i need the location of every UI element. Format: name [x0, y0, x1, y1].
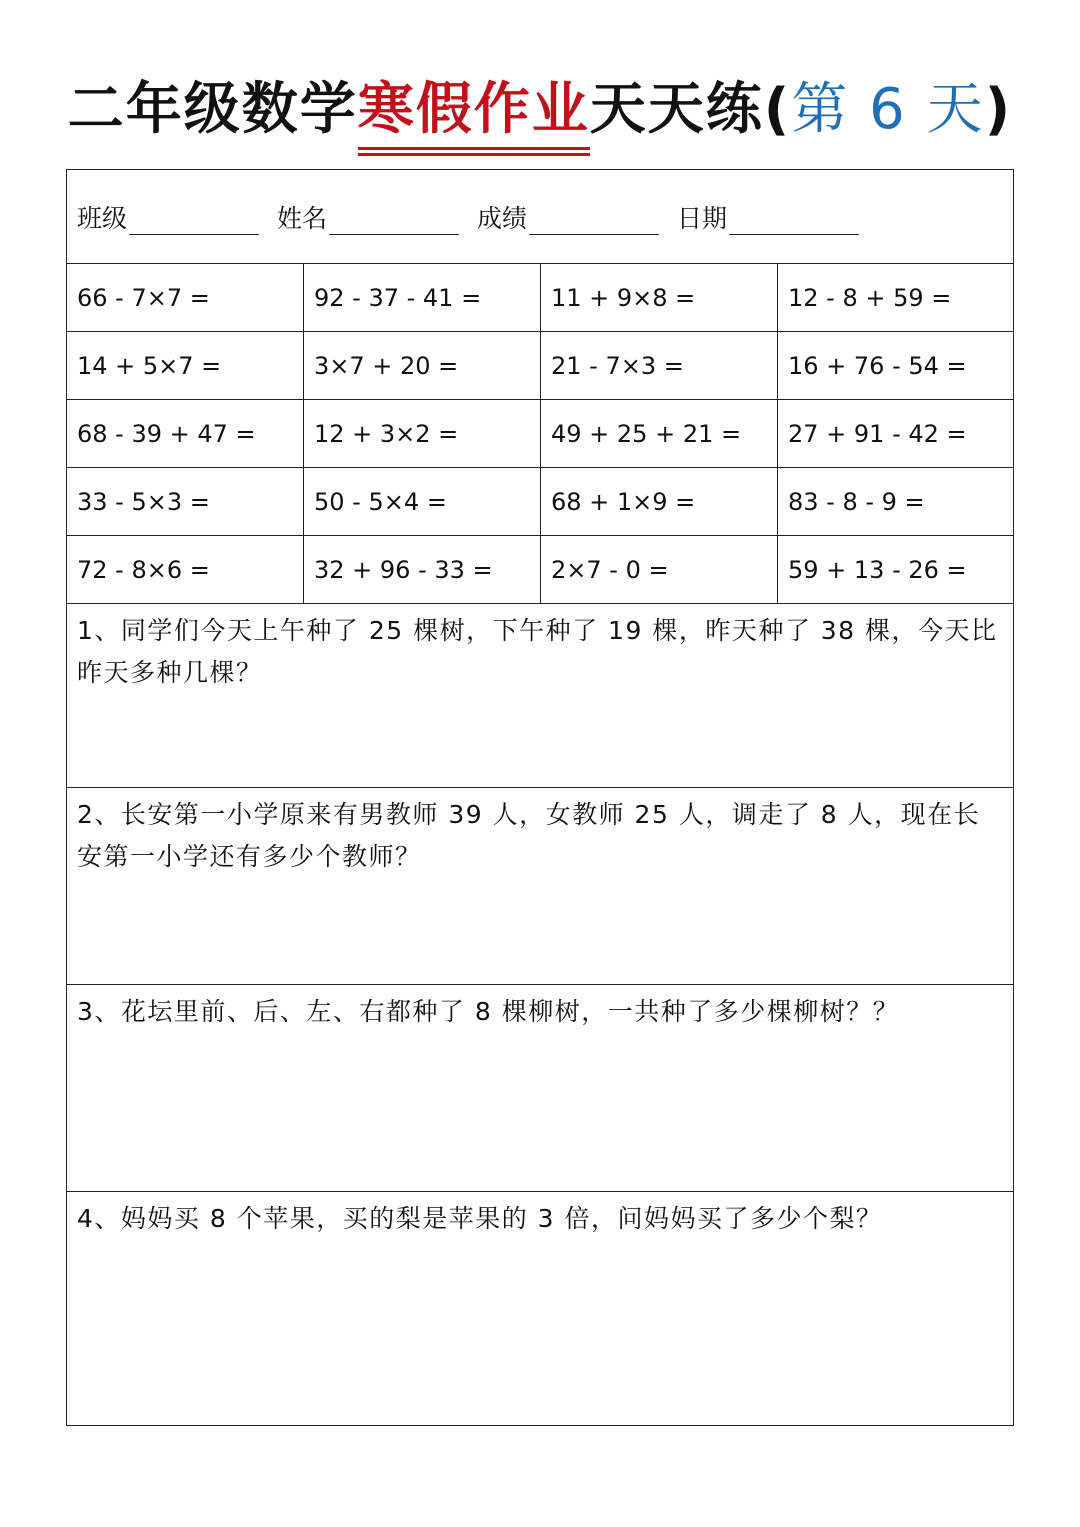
word-problem-3: 3、花坛里前、后、左、右都种了 8 棵柳树，一共种了多少棵柳树？？: [67, 985, 1013, 1192]
name-field: [277, 199, 459, 235]
calc-item: 16 + 76 - 54 =: [778, 332, 1013, 400]
calculation-grid: [67, 264, 1013, 604]
title-day-number: 第 6 天: [791, 77, 985, 142]
calc-item: 68 - 39 + 47 =: [67, 400, 304, 468]
word-problem-2: 2、长安第一小学原来有男教师 39 人，女教师 25 人，调走了 8 人，现在长安第一小学还有多少个教师？: [67, 788, 1013, 985]
name-label: 姓名: [277, 203, 328, 233]
calc-item: 12 - 8 + 59 =: [778, 264, 1013, 332]
class-blank[interactable]: [129, 210, 259, 235]
calc-item: 32 + 96 - 33 =: [304, 536, 541, 604]
score-field: [477, 199, 659, 235]
title-grade-subject: 二年级数学: [67, 77, 358, 142]
student-info-row: [67, 170, 1013, 264]
calc-item: 50 - 5×4 =: [304, 468, 541, 536]
calc-item: 14 + 5×7 =: [67, 332, 304, 400]
calc-item: 72 - 8×6 =: [67, 536, 304, 604]
calc-item: 49 + 25 + 21 =: [541, 400, 778, 468]
word-problem-1: 1、同学们今天上午种了 25 棵树，下午种了 19 棵，昨天种了 38 棵，今天比昨天多种几棵？: [67, 604, 1013, 788]
calc-item: 92 - 37 - 41 =: [304, 264, 541, 332]
calc-item: 3×7 + 20 =: [304, 332, 541, 400]
date-field: [677, 199, 859, 235]
calc-item: 68 + 1×9 =: [541, 468, 778, 536]
date-label: 日期: [677, 203, 728, 233]
class-field: [77, 199, 259, 235]
word-problem-4: 4、妈妈买 8 个苹果，买的梨是苹果的 3 倍，问妈妈买了多少个梨？: [77, 1204, 883, 1233]
name-blank[interactable]: [329, 210, 459, 235]
calc-item: 27 + 91 - 42 =: [778, 400, 1013, 468]
title-winter-homework: 寒假作业: [358, 72, 590, 148]
calc-item: 59 + 13 - 26 =: [778, 536, 1013, 604]
calc-item: 66 - 7×7 =: [67, 264, 304, 332]
calc-item: 83 - 8 - 9 =: [778, 468, 1013, 536]
title-close-paren: ): [984, 77, 1013, 142]
calc-item: 2×7 - 0 =: [541, 536, 778, 604]
score-blank[interactable]: [529, 210, 659, 235]
calc-item: 11 + 9×8 =: [541, 264, 778, 332]
calc-item: 12 + 3×2 =: [304, 400, 541, 468]
class-label: 班级: [77, 203, 128, 233]
calc-item: 33 - 5×3 =: [67, 468, 304, 536]
score-label: 成绩: [477, 203, 528, 233]
calc-item: 21 - 7×3 =: [541, 332, 778, 400]
date-blank[interactable]: [729, 210, 859, 235]
page-title: [0, 72, 1080, 148]
title-daily-practice: 天天练(: [589, 77, 792, 142]
worksheet: [66, 169, 1014, 1426]
